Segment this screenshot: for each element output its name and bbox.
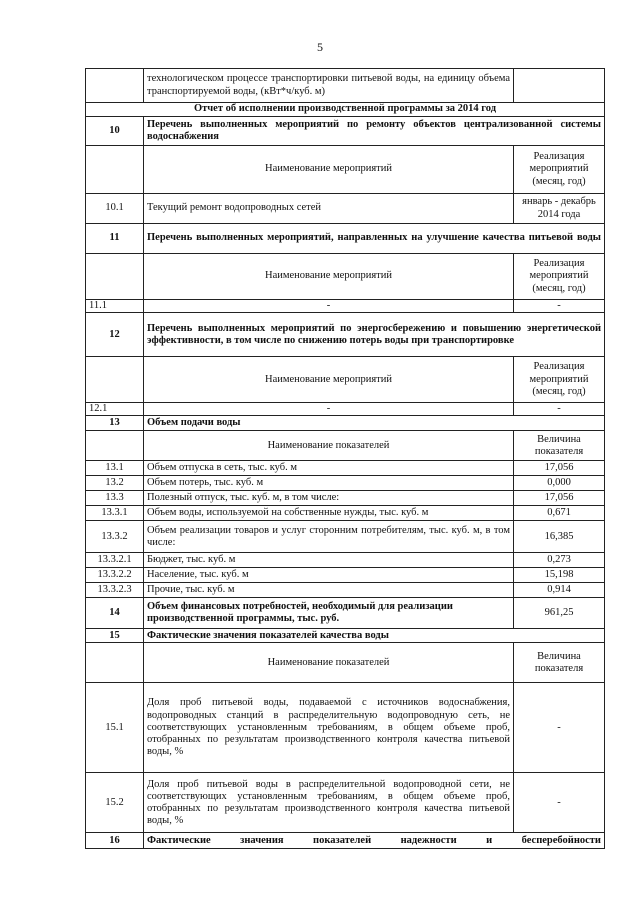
section-number: 12: [86, 313, 144, 357]
row-name: Текущий ремонт водопроводных сетей: [144, 194, 514, 224]
row-name: Объем воды, используемой на собственные нужды, тыс. куб. м: [144, 506, 514, 521]
section-15-column-headers: [86, 643, 605, 683]
row-name: Объем реализации товаров и услуг сторонним потребителям, тыс. куб. м, в том числе:: [144, 521, 514, 553]
row-value: 0,000: [514, 476, 605, 491]
section-16-header: [86, 833, 605, 849]
row-name: Доля проб питьевой воды, подаваемой с источников водоснабжения, водопроводных станций в распределительную водопроводную сеть, не соответствующих установленным требованиям, в общем объеме проб, отобранных по результатам производственного контроля качества питьевой воды, %: [144, 683, 514, 773]
table-row: [86, 506, 605, 521]
production-program-table: [85, 68, 605, 849]
row-name: Прочие, тыс. куб. м: [144, 583, 514, 598]
section-number: 11: [86, 224, 144, 254]
page-number: 5: [317, 40, 323, 54]
row-number: 13.3.2.3: [86, 583, 144, 598]
row-number: 15.2: [86, 773, 144, 833]
table-row: [86, 403, 605, 416]
section-15-header: [86, 629, 605, 643]
table-row: [86, 300, 605, 313]
section-number: 16: [86, 833, 144, 849]
row-value: 0,914: [514, 583, 605, 598]
column-header-value: Величина показателя: [514, 431, 605, 461]
table-row: [86, 476, 605, 491]
section-number: 15: [86, 629, 144, 643]
row-number: 13.1: [86, 461, 144, 476]
table-row: [86, 491, 605, 506]
section-11-column-headers: [86, 254, 605, 300]
row-number: 12.1: [86, 403, 144, 416]
row-number: 11.1: [86, 300, 144, 313]
table-row: [86, 553, 605, 568]
section-13-header: [86, 416, 605, 431]
column-header-name: Наименование показателей: [144, 643, 514, 683]
section-title: Фактические значения показателей надежности и бесперебойности: [144, 833, 605, 849]
row-number: 13.2: [86, 476, 144, 491]
table-row: [86, 583, 605, 598]
section-title: Перечень выполненных мероприятий, направленных на улучшение качества питьевой воды: [144, 224, 605, 254]
row-value: 961,25: [514, 598, 605, 629]
column-header-value: Величина показателя: [514, 643, 605, 683]
row-value: 0,273: [514, 553, 605, 568]
row-value: -: [514, 403, 605, 416]
column-header-name: Наименование мероприятий: [144, 254, 514, 300]
report-title-row: [86, 103, 605, 117]
column-header-name: Наименование показателей: [144, 431, 514, 461]
section-13-column-headers: [86, 431, 605, 461]
section-11-header: [86, 224, 605, 254]
row-value: 17,056: [514, 491, 605, 506]
row-value: -: [514, 683, 605, 773]
row-value: январь - декабрь 2014 года: [514, 194, 605, 224]
row-value: 0,671: [514, 506, 605, 521]
row-number: 13.3.2.1: [86, 553, 144, 568]
row-name: Бюджет, тыс. куб. м: [144, 553, 514, 568]
row-name: Объем потерь, тыс. куб. м: [144, 476, 514, 491]
row-number: 10.1: [86, 194, 144, 224]
row-name: -: [144, 403, 514, 416]
row-name: Доля проб питьевой воды в распределительной водопроводной сети, не соответствующих установленным требованиям, в общем объеме проб, отобранных по результатам производственного контроля качества питьевой воды, %: [144, 773, 514, 833]
column-header-realization: Реализация мероприятий (месяц, год): [514, 146, 605, 194]
section-title: Объем подачи воды: [144, 416, 605, 431]
table-row: [86, 521, 605, 553]
section-number: 13: [86, 416, 144, 431]
row-number: 15.1: [86, 683, 144, 773]
table-row: [86, 568, 605, 583]
report-title: Отчет об исполнении производственной программы за 2014 год: [86, 103, 605, 117]
row-number: 13.3: [86, 491, 144, 506]
row-value: 17,056: [514, 461, 605, 476]
section-10-column-headers: [86, 146, 605, 194]
row-number: 13.3.2.2: [86, 568, 144, 583]
row-value: -: [514, 773, 605, 833]
row-name: Объем отпуска в сеть, тыс. куб. м: [144, 461, 514, 476]
section-14-row: [86, 598, 605, 629]
table-row: [86, 773, 605, 833]
section-title: Фактические значения показателей качества воды: [144, 629, 605, 643]
row-value: 15,198: [514, 568, 605, 583]
row-value: 16,385: [514, 521, 605, 553]
row-number: 13.3.1: [86, 506, 144, 521]
table-row: [86, 461, 605, 476]
column-header-name: Наименование мероприятий: [144, 357, 514, 403]
section-title: Перечень выполненных мероприятий по энергосбережению и повышению энергетической эффективности, в том числе по снижению потерь воды при транспортировке: [144, 313, 605, 357]
column-header-name: Наименование мероприятий: [144, 146, 514, 194]
section-10-header: [86, 117, 605, 146]
table-row: [86, 683, 605, 773]
continuation-row: [86, 69, 605, 103]
column-header-realization: Реализация мероприятий (месяц, год): [514, 357, 605, 403]
row-value: -: [514, 300, 605, 313]
row-name: Полезный отпуск, тыс. куб. м, в том числе:: [144, 491, 514, 506]
column-header-realization: Реализация мероприятий (месяц, год): [514, 254, 605, 300]
continuation-text: технологическом процессе транспортировки питьевой воды, на единицу объема транспортируемой воды, (кВт*ч/куб. м): [144, 69, 514, 103]
row-number: 13.3.2: [86, 521, 144, 553]
section-number: 10: [86, 117, 144, 146]
section-title: Объем финансовых потребностей, необходимый для реализации производственной программы, тыс. руб.: [144, 598, 514, 629]
section-12-column-headers: [86, 357, 605, 403]
row-name: -: [144, 300, 514, 313]
section-12-header: [86, 313, 605, 357]
section-number: 14: [86, 598, 144, 629]
section-title: Перечень выполненных мероприятий по ремонту объектов централизованной системы водоснабжения: [144, 117, 605, 146]
row-name: Население, тыс. куб. м: [144, 568, 514, 583]
table-row: [86, 194, 605, 224]
continuation-value: [514, 69, 605, 103]
